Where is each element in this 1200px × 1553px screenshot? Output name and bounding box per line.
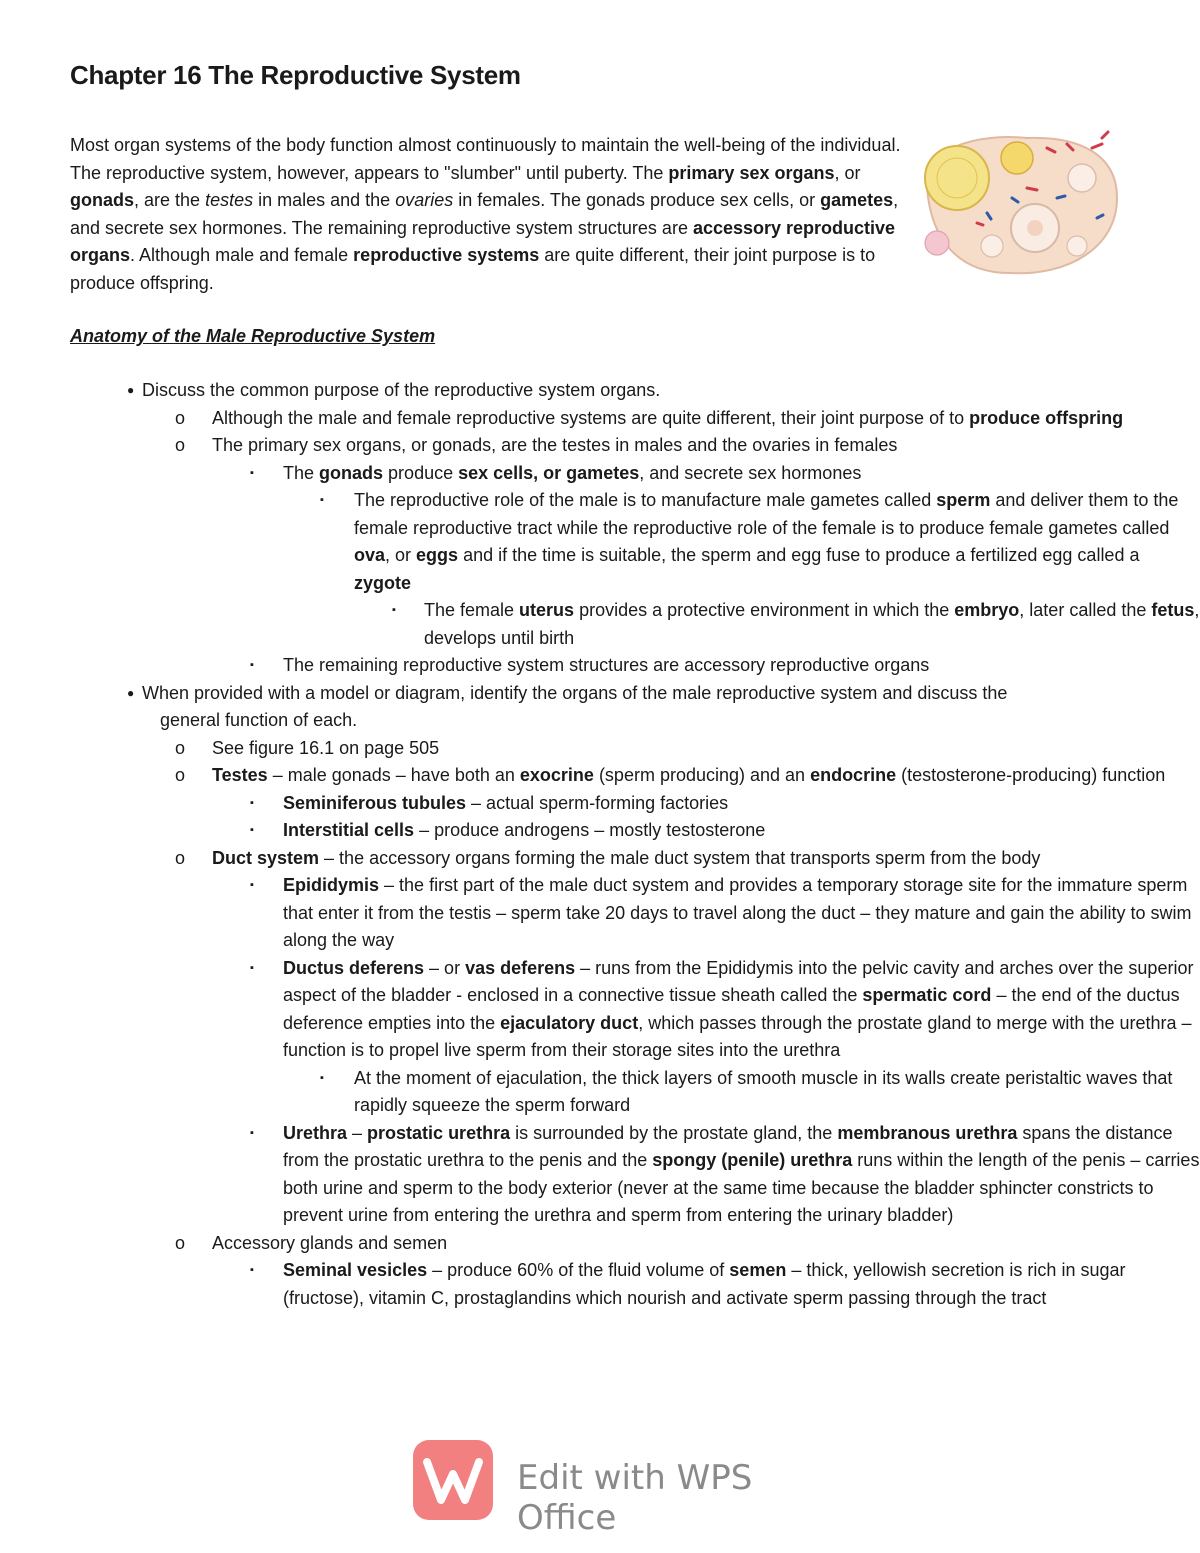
intro-text: in males and the	[253, 190, 396, 210]
item-text: – the first part of the male duct system and provides a temporary storage site for the immature sperm that enter it from the testis – sperm take 20 days to travel along the duct – they mature and gain the ability to swim along the way	[283, 875, 1192, 950]
wps-watermark[interactable]	[413, 1440, 833, 1538]
item-text: – male gonads – have both an	[267, 765, 520, 785]
list-item-continuation	[0, 707, 1200, 735]
item-bold: semen	[729, 1260, 787, 1280]
item-text: – the accessory organs forming the male duct system that transports sperm from the body	[319, 847, 1041, 868]
list-item	[0, 1065, 1200, 1120]
square-marker: ▪	[250, 824, 254, 836]
list-item	[0, 735, 1200, 763]
intro-text: Most organ systems of the body function almost continuously to maintain the well-being of the individual. The reproductive system, however, appears to "slumber" until puberty. The	[70, 135, 901, 183]
intro-text: , or	[834, 162, 861, 183]
item-text: – runs from the Epididymis into the pelvic cavity and arches over the superior aspect of the bladder - enclosed in a connective tissue sheath called the	[283, 957, 1194, 1005]
item-bold: Urethra	[283, 1122, 348, 1143]
square-marker: ▪	[250, 879, 254, 891]
item-text: (testosterone-producing) function	[896, 765, 1166, 785]
bullet-marker: ●	[127, 685, 135, 700]
item-text: – produce androgens – mostly testosterone	[414, 820, 766, 840]
list-item	[0, 845, 1200, 873]
item-bold: Ductus deferens	[283, 957, 425, 978]
list-item	[0, 817, 1200, 845]
bullet-marker: ●	[127, 383, 135, 397]
item-text: Although the male and female reproductive systems are quite different, their joint purpose of to	[212, 407, 970, 428]
follicle	[1067, 236, 1087, 256]
item-bold: spongy (penile) urethra	[652, 1150, 853, 1170]
item-bold: uterus	[519, 600, 575, 620]
list-item	[0, 790, 1200, 818]
circle-marker: o	[175, 737, 186, 758]
item-text: When provided with a model or diagram, identify the organs of the male reproductive system and discuss the	[142, 682, 1008, 703]
intro-paragraph	[70, 132, 915, 297]
item-bold: Seminal vesicles	[283, 1260, 428, 1280]
intro-text: , are the	[134, 190, 206, 210]
intro-bold: gametes	[820, 190, 894, 210]
item-bold: Duct system	[212, 847, 320, 868]
intro-bold: primary sex organs	[668, 162, 835, 183]
square-marker: ▪	[250, 961, 254, 974]
intro-italic: ovaries	[395, 190, 454, 210]
item-text: – actual sperm-forming factories	[466, 792, 729, 813]
follicle	[925, 231, 949, 255]
item-text: At the moment of ejaculation, the thick layers of smooth muscle in its walls create peristaltic waves that rapidly squeeze the sperm forward	[354, 1067, 1173, 1115]
item-bold: endocrine	[810, 765, 897, 785]
circle-marker: o	[175, 1232, 186, 1253]
list-item	[0, 872, 1200, 955]
follicle	[1001, 142, 1033, 174]
intro-text: , and secrete sex hormones. The remaining reproductive system structures are	[70, 190, 899, 238]
item-text: The female	[424, 600, 520, 620]
item-text: , develops until birth	[424, 600, 1200, 648]
item-bold: Seminiferous tubules	[283, 792, 467, 813]
item-bold: fetus	[1151, 600, 1195, 620]
wps-watermark-text[interactable]: Edit with WPS Office	[517, 1458, 753, 1538]
list-item	[0, 680, 1200, 708]
item-bold: Testes	[212, 765, 268, 785]
list-item	[0, 377, 1200, 405]
item-bold: sperm	[936, 490, 991, 510]
square-marker: ▪	[250, 466, 254, 479]
intro-text: in females. The gonads produce sex cells, or	[453, 190, 821, 210]
square-marker: ▪	[250, 1264, 254, 1276]
item-text: , and secrete sex hormones	[639, 462, 862, 483]
intro-text: are quite different, their joint purpose is to produce offspring.	[70, 245, 876, 293]
item-text: – produce 60% of the fluid volume of	[427, 1260, 730, 1280]
item-text: – thick, yellowish secretion is rich in sugar (fructose), vitamin C, prostaglandins which nourish and activate sperm passing through the tract	[283, 1260, 1126, 1308]
item-text: The remaining reproductive system structures are accessory reproductive organs	[283, 655, 930, 675]
item-text: runs within the length of the penis – carries both urine and sperm to the body exterior (never at the same time because the bladder sphincter constricts to prevent urine from entering the urethra and sperm from entering the urinary bladder)	[283, 1150, 1200, 1225]
circle-marker: o	[175, 435, 186, 455]
square-marker: ▪	[392, 604, 396, 616]
item-text: The	[283, 462, 320, 483]
circle-marker: o	[175, 407, 186, 428]
intro-bold: accessory reproductive organs	[70, 217, 896, 265]
list-item	[0, 405, 1200, 433]
square-marker: ▪	[250, 1126, 254, 1139]
follicle	[1068, 164, 1096, 192]
item-bold: gonads	[319, 462, 384, 483]
square-marker: ▪	[320, 1071, 324, 1084]
list-item	[0, 1257, 1200, 1312]
item-text: provides a protective environment in which the	[574, 600, 955, 620]
item-text: spans the distance from the prostatic urethra to the penis and the	[283, 1122, 1173, 1170]
item-bold: prostatic urethra	[367, 1122, 511, 1143]
item-text: produce	[383, 462, 459, 483]
list-item	[0, 955, 1200, 1065]
ovary-illustration	[917, 128, 1122, 278]
list-item	[0, 460, 1200, 488]
item-bold: Interstitial cells	[283, 820, 415, 840]
item-text: is surrounded by the prostate gland, the	[510, 1122, 838, 1143]
corpus-luteum	[925, 146, 989, 210]
square-marker: ▪	[250, 796, 254, 809]
wps-w-icon	[413, 1440, 493, 1520]
list-item	[0, 652, 1200, 680]
list-item	[0, 1120, 1200, 1230]
circle-marker: o	[175, 847, 186, 868]
item-text: – or	[424, 957, 466, 978]
item-text: The primary sex organs, or gonads, are the testes in males and the ovaries in females	[212, 435, 898, 455]
intro-text: . Although male and female	[130, 245, 354, 265]
list-item	[0, 432, 1200, 460]
item-bold: ejaculatory duct	[500, 1012, 639, 1033]
item-text: Accessory glands and semen	[212, 1232, 448, 1253]
item-text: – the end of the ductus deference empties into the	[283, 985, 1180, 1033]
item-text: –	[347, 1122, 368, 1143]
intro-bold: gonads	[70, 190, 135, 210]
outline-list	[0, 377, 1200, 1312]
item-text: The reproductive role of the male is to manufacture male gametes called	[354, 490, 937, 510]
item-bold: spermatic cord	[862, 985, 992, 1005]
item-bold: sex cells, or gametes	[458, 462, 640, 483]
item-bold: Epididymis	[283, 875, 380, 895]
item-text: , which passes through the prostate gland to merge with the urethra – function is to propel live sperm from their storage sites into the urethra	[283, 1012, 1192, 1060]
item-text: and deliver them to the female reproductive tract while the reproductive role of the female is to produce female gametes called	[354, 490, 1179, 538]
item-text: general function of each.	[160, 710, 358, 730]
item-text: , or	[385, 545, 417, 565]
list-item	[0, 1230, 1200, 1258]
wps-logo-icon[interactable]	[413, 1440, 493, 1520]
item-bold: vas deferens	[465, 957, 576, 978]
list-item	[0, 762, 1200, 790]
item-bold: embryo	[954, 600, 1020, 620]
list-item	[0, 597, 1200, 652]
page-title: Chapter 16 The Reproductive System	[70, 60, 521, 90]
item-bold: membranous urethra	[837, 1122, 1018, 1143]
circle-marker: o	[175, 765, 186, 785]
item-bold: produce offspring	[969, 407, 1124, 428]
item-text: (sperm producing) and an	[593, 765, 811, 785]
item-text: See figure 16.1 on page 505	[212, 737, 440, 758]
item-text: and if the time is suitable, the sperm and egg fuse to produce a fertilized egg called a	[458, 545, 1140, 565]
list-item	[0, 487, 1200, 597]
item-bold: ova	[354, 545, 386, 565]
intro-bold: reproductive systems	[353, 245, 540, 265]
square-marker: ▪	[320, 494, 324, 506]
item-bold: exocrine	[519, 765, 594, 785]
intro-italic: testes	[205, 190, 254, 210]
item-bold: zygote	[354, 572, 412, 593]
item-text: Discuss the common purpose of the reproductive system organs.	[142, 380, 661, 400]
section-heading: Anatomy of the Male Reproductive System	[70, 326, 436, 346]
item-bold: eggs	[416, 545, 459, 565]
square-marker: ▪	[250, 659, 254, 671]
item-text: , later called the	[1019, 600, 1152, 620]
follicle	[981, 235, 1003, 257]
